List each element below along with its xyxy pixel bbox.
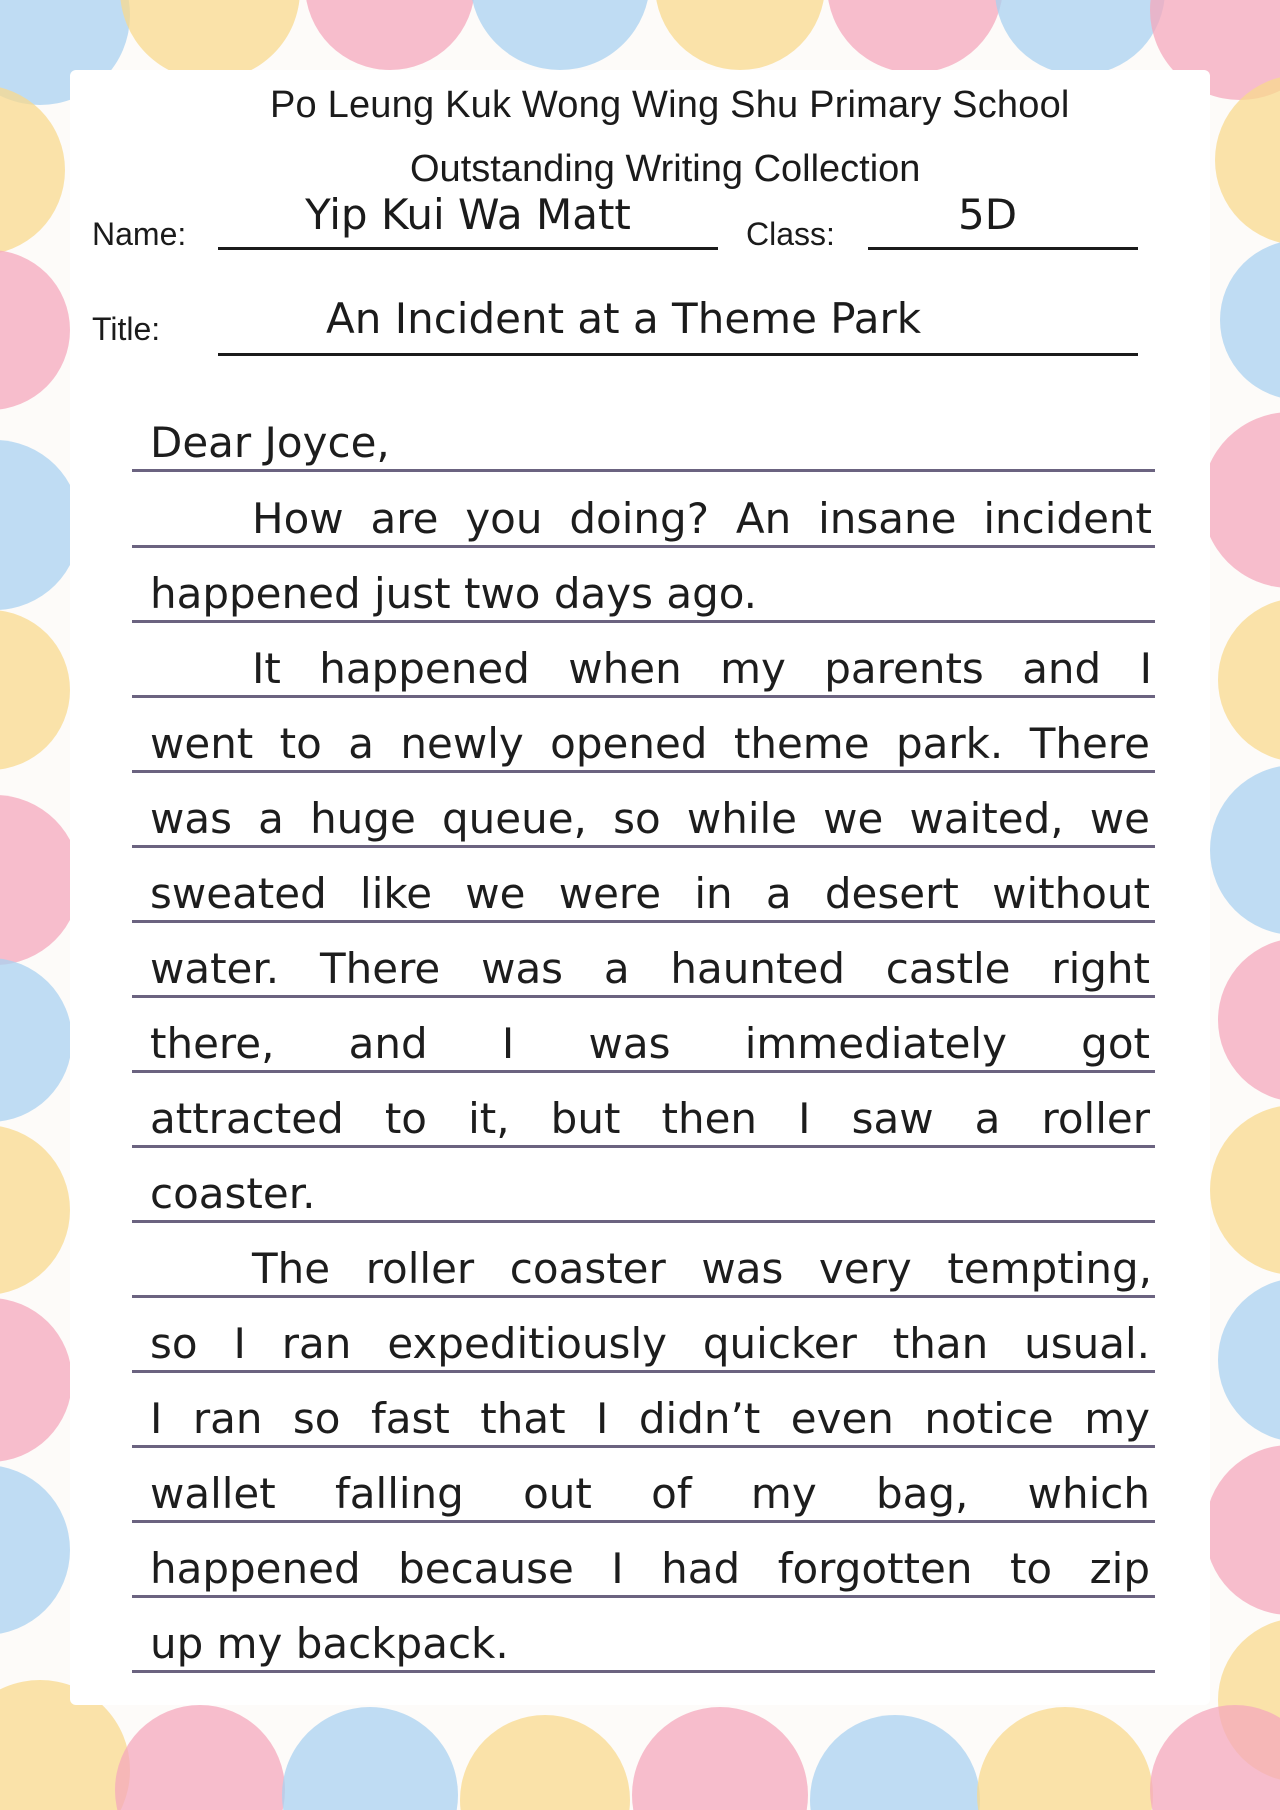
letter-line: attracted to it, but then I saw a roller [150, 1094, 1150, 1143]
class-value: 5D [958, 190, 1018, 239]
letter-line: water. There was a haunted castle right [150, 944, 1150, 993]
letter-line: was a huge queue, so while we waited, we [150, 794, 1150, 843]
letter-line: went to a newly opened theme park. There [150, 719, 1150, 768]
letter-line: happened because I had forgotten to zip [150, 1544, 1150, 1593]
name-underline [218, 247, 718, 250]
title-underline [218, 353, 1138, 356]
ruled-line [132, 995, 1155, 998]
letter-line: so I ran expeditiously quicker than usual. [150, 1319, 1150, 1368]
ruled-line [132, 1370, 1155, 1373]
collection-title: Outstanding Writing Collection [410, 148, 921, 190]
ruled-line [132, 845, 1155, 848]
name-label: Name: [92, 216, 187, 252]
ruled-line [132, 1595, 1155, 1598]
school-name: Po Leung Kuk Wong Wing Shu Primary School [270, 84, 1070, 126]
letter-line: wallet falling out of my bag, which [150, 1469, 1150, 1518]
letter-line: Dear Joyce, [150, 418, 390, 467]
letter-line: sweated like we were in a desert without [150, 869, 1150, 918]
ruled-line [132, 545, 1155, 548]
ruled-line [132, 1520, 1155, 1523]
title-label: Title: [92, 311, 161, 347]
ruled-line [132, 770, 1155, 773]
ruled-line [132, 1145, 1155, 1148]
ruled-line [132, 1070, 1155, 1073]
ruled-line [132, 1220, 1155, 1223]
letter-line: I ran so fast that I didn’t even notice my [150, 1394, 1150, 1443]
title-value: An Incident at a Theme Park [326, 294, 922, 343]
letter-line: The roller coaster was very tempting, [252, 1244, 1152, 1293]
ruled-line [132, 1445, 1155, 1448]
letter-line: coaster. [150, 1169, 316, 1218]
class-label: Class: [746, 216, 835, 252]
ruled-line [132, 620, 1155, 623]
ruled-line [132, 1295, 1155, 1298]
name-value: Yip Kui Wa Matt [305, 190, 631, 239]
letter-line: up my backpack. [150, 1619, 509, 1668]
class-underline [868, 247, 1138, 250]
letter-line: happened just two days ago. [150, 569, 758, 618]
ruled-line [132, 695, 1155, 698]
ruled-line [132, 469, 1155, 472]
letter-line: there, and I was immediately got [150, 1019, 1150, 1068]
ruled-line [132, 1670, 1155, 1673]
letter-line: How are you doing? An insane incident [252, 494, 1152, 543]
letter-line: It happened when my parents and I [252, 644, 1152, 693]
ruled-line [132, 920, 1155, 923]
